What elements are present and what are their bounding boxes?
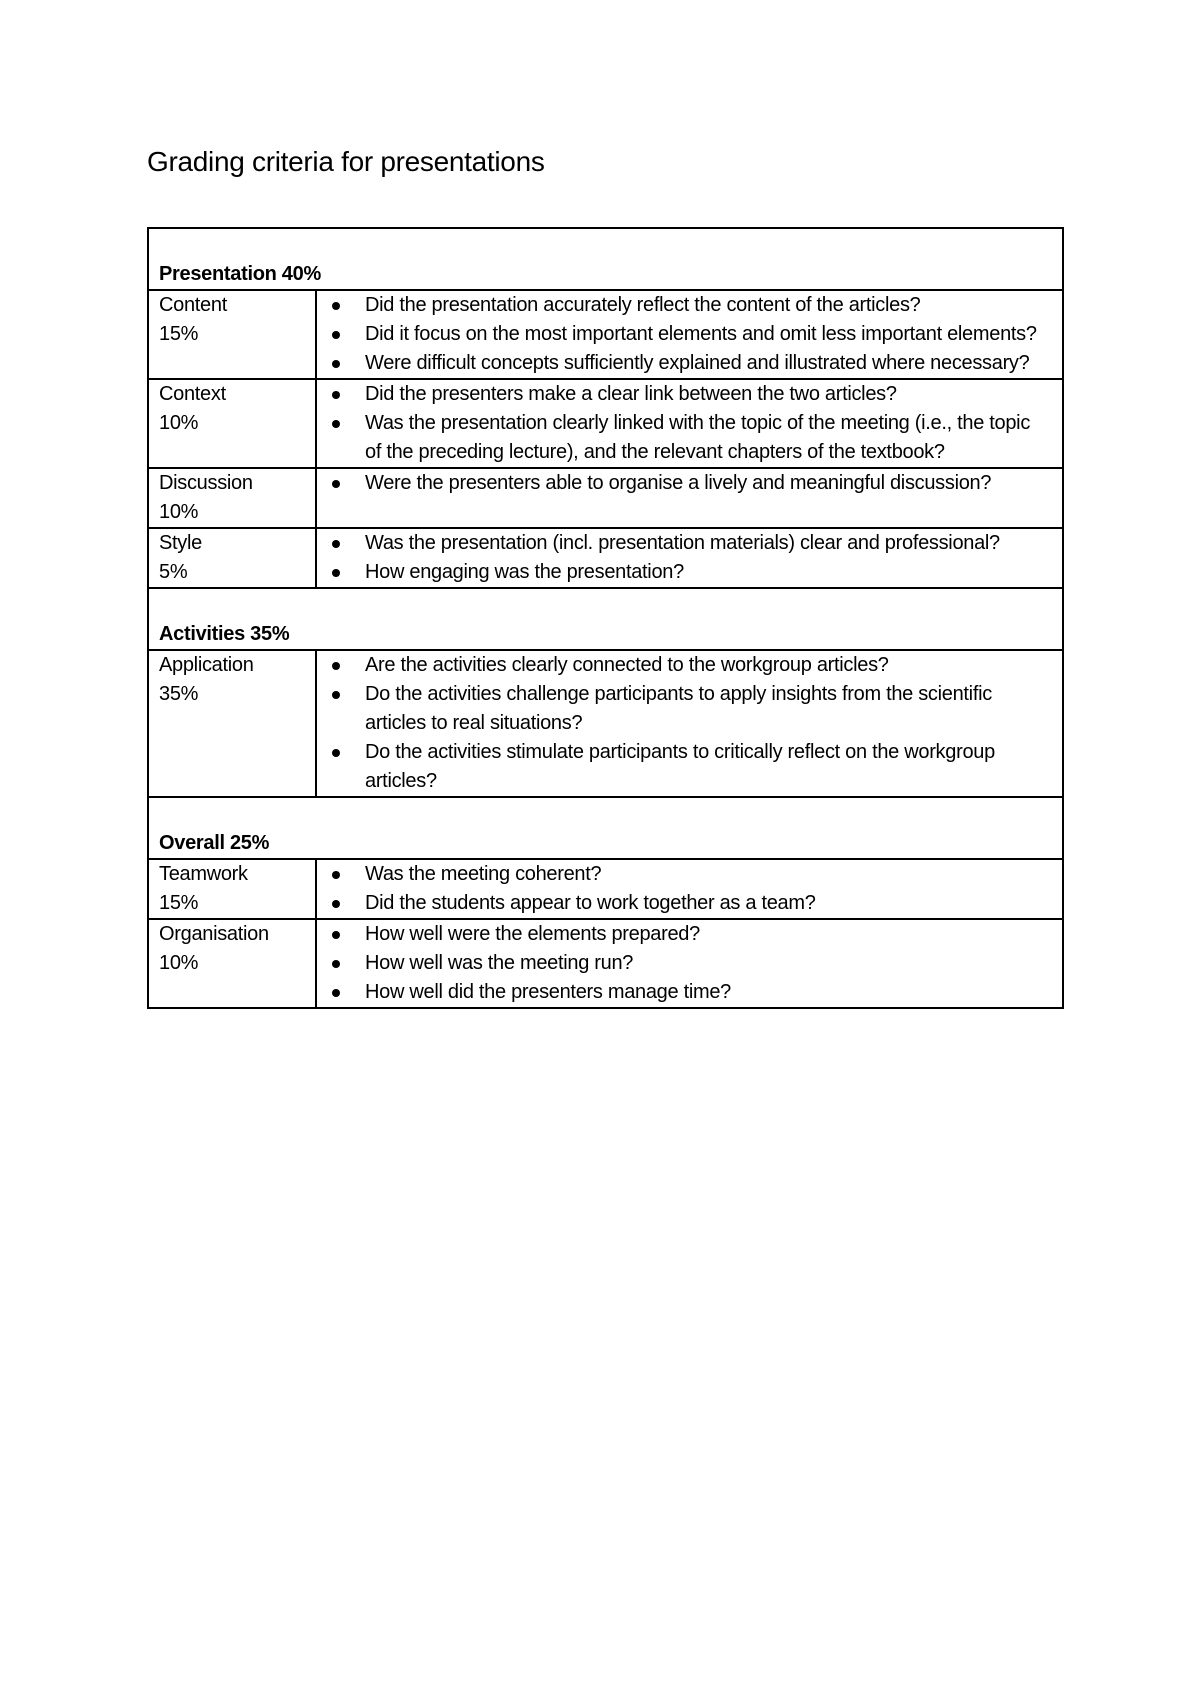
question-item: Did the students appear to work together as a team? bbox=[327, 889, 1054, 918]
section-header-row bbox=[148, 228, 1063, 290]
question-item: Was the meeting coherent? bbox=[327, 860, 1054, 889]
question-cell bbox=[316, 919, 1063, 1008]
question-cell bbox=[316, 468, 1063, 528]
criterion-cell bbox=[148, 528, 316, 588]
question-item: Do the activities challenge participants to apply insights from the scientific articles to real situations? bbox=[327, 680, 1054, 738]
criterion-label: Content bbox=[159, 294, 227, 316]
criterion-label: Discussion bbox=[159, 472, 253, 494]
question-list bbox=[327, 469, 1054, 498]
question-list bbox=[327, 380, 1054, 467]
criterion-weight: 5% bbox=[159, 561, 188, 583]
question-item: Were difficult concepts sufficiently explained and illustrated where necessary? bbox=[327, 349, 1054, 378]
question-cell bbox=[316, 290, 1063, 379]
question-item: Were the presenters able to organise a lively and meaningful discussion? bbox=[327, 469, 1054, 498]
question-list bbox=[327, 920, 1054, 1007]
question-item: How engaging was the presentation? bbox=[327, 558, 1054, 587]
section-heading-activities: Activities 35% bbox=[148, 588, 1063, 650]
criterion-row-style bbox=[148, 528, 1063, 588]
question-cell bbox=[316, 859, 1063, 919]
criterion-weight: 35% bbox=[159, 683, 199, 705]
question-item: Was the presentation (incl. presentation materials) clear and professional? bbox=[327, 529, 1054, 558]
question-item: How well did the presenters manage time? bbox=[327, 978, 1054, 1007]
criterion-weight: 10% bbox=[159, 501, 199, 523]
question-list bbox=[327, 291, 1054, 378]
question-list bbox=[327, 651, 1054, 796]
criterion-row-discussion bbox=[148, 468, 1063, 528]
question-item: How well were the elements prepared? bbox=[327, 920, 1054, 949]
question-list bbox=[327, 860, 1054, 918]
criterion-cell bbox=[148, 919, 316, 1008]
criterion-cell bbox=[148, 290, 316, 379]
question-item: How well was the meeting run? bbox=[327, 949, 1054, 978]
criterion-cell bbox=[148, 379, 316, 468]
criterion-label: Organisation bbox=[159, 923, 269, 945]
question-cell bbox=[316, 379, 1063, 468]
grading-criteria-table bbox=[147, 227, 1064, 1009]
question-item: Did the presentation accurately reflect the content of the articles? bbox=[327, 291, 1054, 320]
question-item: Do the activities stimulate participants to critically reflect on the workgroup articles? bbox=[327, 738, 1054, 796]
criterion-row-teamwork bbox=[148, 859, 1063, 919]
page-title: Grading criteria for presentations bbox=[147, 146, 545, 177]
question-item: Did the presenters make a clear link between the two articles? bbox=[327, 380, 1054, 409]
section-header-row bbox=[148, 797, 1063, 859]
section-heading-overall: Overall 25% bbox=[148, 797, 1063, 859]
criterion-cell bbox=[148, 859, 316, 919]
question-list bbox=[327, 529, 1054, 587]
criterion-cell bbox=[148, 650, 316, 797]
question-item: Did it focus on the most important elements and omit less important elements? bbox=[327, 320, 1054, 349]
criterion-label: Style bbox=[159, 532, 202, 554]
criterion-row-application bbox=[148, 650, 1063, 797]
question-cell bbox=[316, 528, 1063, 588]
criterion-weight: 15% bbox=[159, 892, 199, 914]
criterion-weight: 10% bbox=[159, 952, 199, 974]
question-item: Was the presentation clearly linked with the topic of the meeting (i.e., the topic of the preceding lecture), and the relevant chapters of the textbook? bbox=[327, 409, 1054, 467]
criterion-label: Application bbox=[159, 654, 254, 676]
question-item: Are the activities clearly connected to the workgroup articles? bbox=[327, 651, 1054, 680]
criterion-row-context bbox=[148, 379, 1063, 468]
criterion-row-content bbox=[148, 290, 1063, 379]
criterion-label: Teamwork bbox=[159, 863, 248, 885]
criterion-row-organisation bbox=[148, 919, 1063, 1008]
criterion-cell bbox=[148, 468, 316, 528]
section-heading-presentation: Presentation 40% bbox=[148, 228, 1063, 290]
section-header-row bbox=[148, 588, 1063, 650]
question-cell bbox=[316, 650, 1063, 797]
criterion-weight: 15% bbox=[159, 323, 199, 345]
criterion-label: Context bbox=[159, 383, 226, 405]
criterion-weight: 10% bbox=[159, 412, 199, 434]
